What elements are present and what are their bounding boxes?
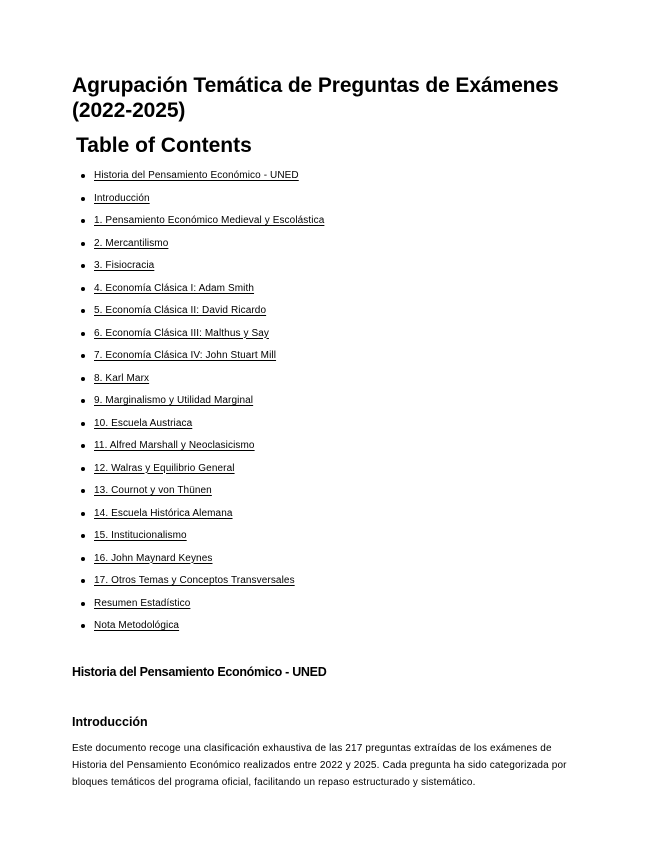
toc-link-malthus-say[interactable]: 6. Economía Clásica III: Malthus y Say	[94, 327, 269, 339]
toc-link-introduccion[interactable]: Introducción	[94, 192, 150, 204]
toc-link-institucionalismo[interactable]: 15. Institucionalismo	[94, 530, 187, 541]
toc-item-13	[72, 481, 324, 504]
toc-link-john-stuart-mill[interactable]: 7. Economía Clásica IV: John Stuart Mill	[94, 350, 277, 361]
toc-item-introduccion	[72, 189, 324, 212]
toc-item-4	[72, 279, 324, 302]
toc-item-historia	[72, 166, 324, 189]
toc-list	[72, 166, 324, 639]
toc-link-marshall[interactable]: 11. Alfred Marshall y Neoclasicismo	[94, 440, 255, 451]
toc-link-walras[interactable]: 12. Walras y Equilibrio General	[94, 462, 235, 474]
toc-item-11	[72, 436, 324, 459]
toc-item-15	[72, 526, 324, 549]
toc-item-3	[72, 256, 324, 279]
toc-link-nota-metodologica[interactable]: Nota Metodológica	[94, 620, 180, 631]
toc-item-nota	[72, 616, 324, 639]
toc-item-7	[72, 346, 324, 369]
intro-paragraph: Este documento recoge una clasificación exhaustiva de las 217 preguntas extraídas de los exámenes de Historia del Pensamiento Económico realizados entre 2022 y 2025. Cada pregunta ha sido categorizada por bloques temáticos del programa oficial, facilitando un repaso estructurado y sistemático.	[72, 743, 567, 788]
toc-link-karl-marx[interactable]: 8. Karl Marx	[94, 372, 150, 384]
toc-link-resumen-estadistico[interactable]: Resumen Estadístico	[94, 597, 191, 609]
toc-item-14	[72, 504, 324, 527]
toc-item-12	[72, 459, 324, 482]
toc-item-1	[72, 211, 324, 234]
toc-heading: Table of Contents	[76, 134, 252, 157]
toc-link-marginalismo[interactable]: 9. Marginalismo y Utilidad Marginal	[94, 395, 254, 406]
toc-link-adam-smith[interactable]: 4. Economía Clásica I: Adam Smith	[94, 282, 255, 294]
toc-link-historia[interactable]: Historia del Pensamiento Económico - UNED	[94, 170, 299, 181]
toc-link-keynes[interactable]: 16. John Maynard Keynes	[94, 552, 213, 564]
toc-item-10	[72, 414, 324, 437]
toc-item-2	[72, 234, 324, 257]
toc-item-5	[72, 301, 324, 324]
toc-link-cournot-thunen[interactable]: 13. Cournot y von Thünen	[94, 485, 212, 496]
section-heading-historia: Historia del Pensamiento Económico - UNED	[72, 665, 327, 679]
toc-item-8	[72, 369, 324, 392]
toc-item-17	[72, 571, 324, 594]
toc-item-9	[72, 391, 324, 414]
toc-link-medieval-escolastica[interactable]: 1. Pensamiento Económico Medieval y Escolástica	[94, 215, 325, 226]
toc-item-6	[72, 324, 324, 347]
document-title: Agrupación Temática de Preguntas de Exámenes (2022-2025)	[72, 74, 559, 122]
toc-link-fisiocracia[interactable]: 3. Fisiocracia	[94, 260, 155, 271]
section-heading-introduccion: Introducción	[72, 715, 148, 729]
toc-item-16	[72, 549, 324, 572]
toc-link-escuela-austriaca[interactable]: 10. Escuela Austriaca	[94, 417, 193, 429]
toc-link-otros-temas[interactable]: 17. Otros Temas y Conceptos Transversales	[94, 575, 295, 586]
toc-item-resumen	[72, 594, 324, 617]
toc-link-david-ricardo[interactable]: 5. Economía Clásica II: David Ricardo	[94, 305, 267, 316]
toc-link-mercantilismo[interactable]: 2. Mercantilismo	[94, 237, 169, 249]
toc-link-escuela-historica[interactable]: 14. Escuela Histórica Alemana	[94, 507, 233, 519]
